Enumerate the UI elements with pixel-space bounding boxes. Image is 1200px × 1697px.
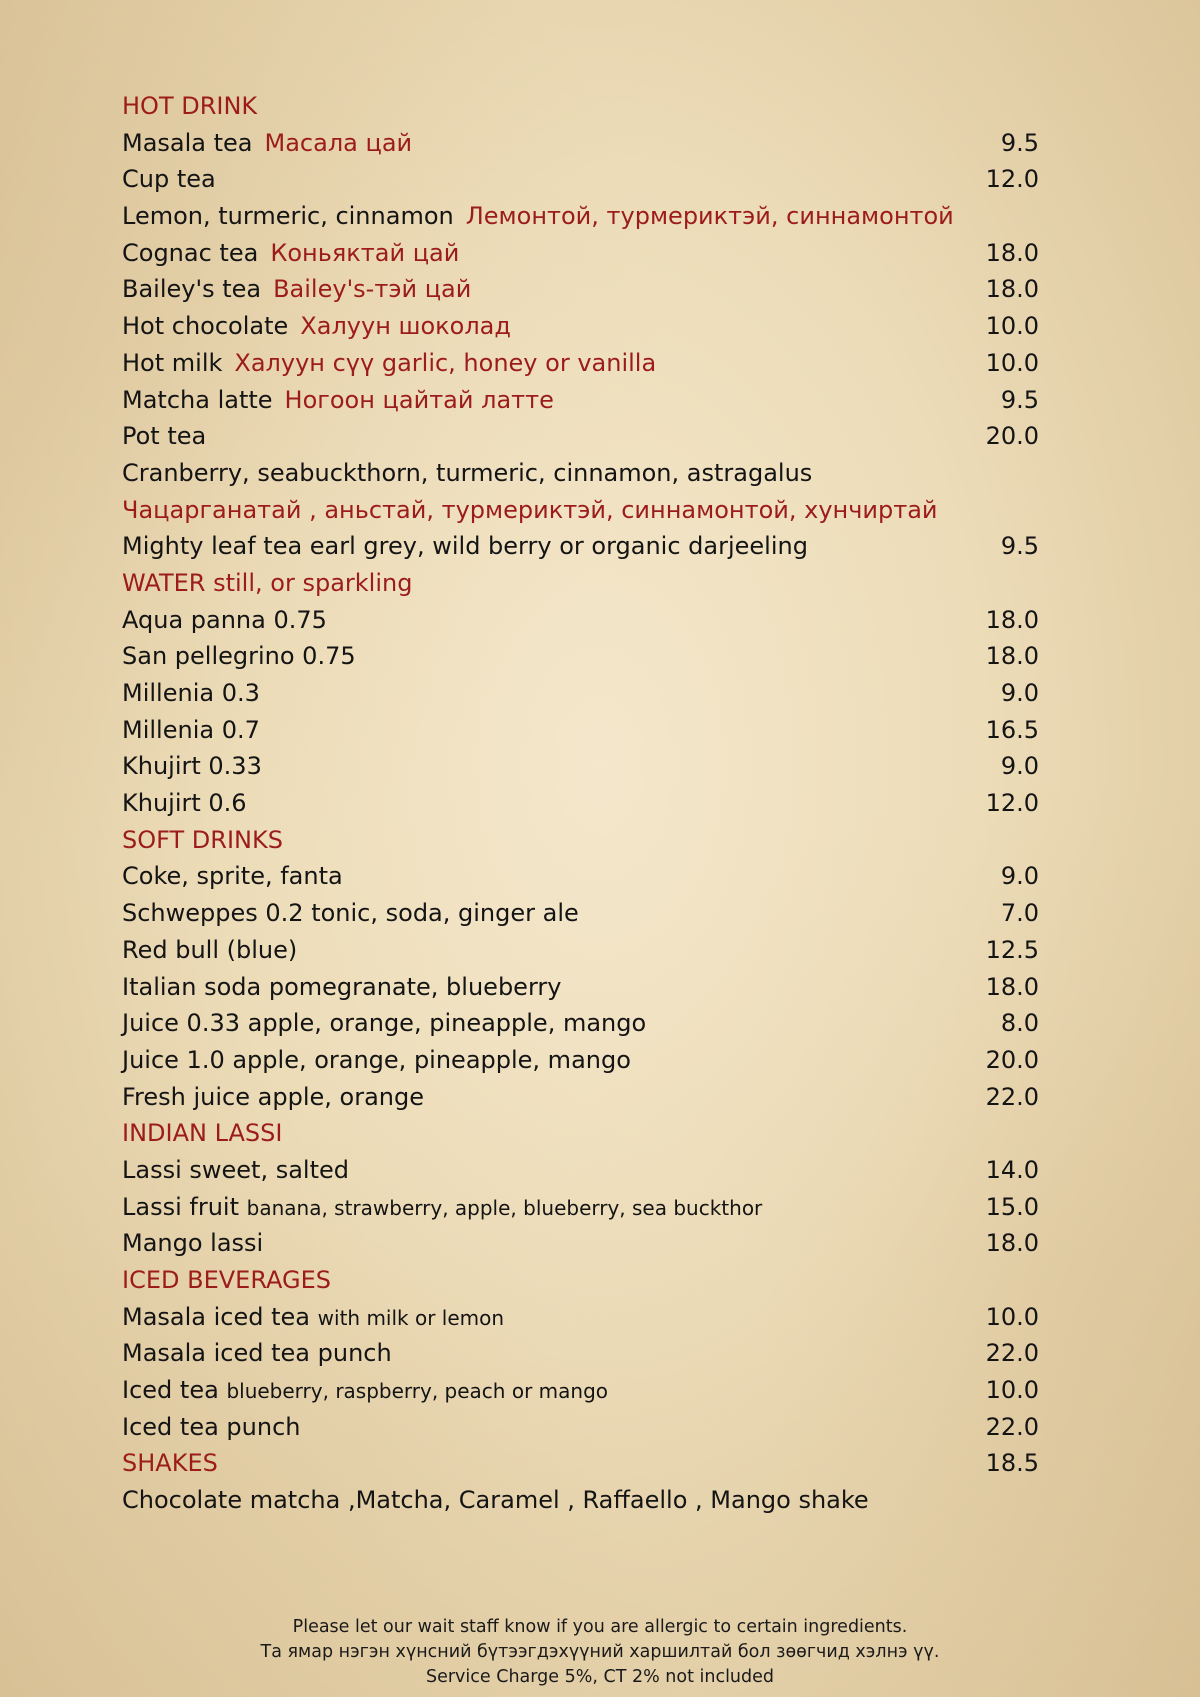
menu-item-shake-flavors (122, 1482, 1122, 1519)
section-heading-indian-lassi: INDIAN LASSI (122, 1119, 283, 1148)
menu-item-mango-lassi (122, 1225, 1122, 1262)
item-name: Fresh juice apple, orange (122, 1082, 424, 1111)
item-price: 9.0 (1000, 862, 1039, 891)
menu-item (122, 932, 1122, 969)
item-price: 22.0 (985, 1412, 1039, 1441)
item-price: 18.5 (985, 1449, 1039, 1478)
menu-item-cognac-tea (122, 235, 1122, 272)
item-name: Millenia 0.7 (122, 715, 260, 744)
item-detail: banana, strawberry, apple, blueberry, sea buckthor (246, 1195, 763, 1220)
section-heading-soft-drinks: SOFT DRINKS (122, 825, 283, 854)
item-name: Italian soda pomegranate, blueberry (122, 972, 562, 1001)
menu-item (122, 712, 1122, 749)
item-price: 18.0 (985, 238, 1039, 267)
item-name: Lassi fruit (122, 1192, 239, 1221)
menu-item (122, 785, 1122, 822)
item-name: Pot tea (122, 422, 207, 451)
menu-item (122, 748, 1122, 785)
item-name: Mango lassi (122, 1229, 264, 1258)
item-name-mongolian: Bailey's-тэй цай (273, 275, 472, 304)
item-price: 18.0 (985, 605, 1039, 634)
item-price: 22.0 (985, 1339, 1039, 1368)
menu-item (122, 638, 1122, 675)
item-price: 18.0 (985, 642, 1039, 671)
item-name: Mighty leaf tea earl grey, wild berry or organic darjeeling (122, 532, 808, 561)
soft-drinks-list (122, 858, 1122, 1115)
item-detail: with milk or lemon (317, 1305, 505, 1330)
menu-item-iced-tea (122, 1372, 1122, 1409)
section-heading-iced-beverages: ICED BEVERAGES (122, 1266, 332, 1294)
menu-item-baileys-tea (122, 271, 1122, 308)
item-price: 10.0 (985, 348, 1039, 377)
menu-item-masala-iced-tea (122, 1299, 1122, 1336)
drinks-menu (122, 88, 1122, 1519)
item-name: Iced tea punch (122, 1412, 301, 1441)
item-name-mongolian: Масала цай (264, 128, 413, 157)
menu-item (122, 675, 1122, 712)
item-name: Matcha latte (122, 385, 273, 414)
item-price: 20.0 (985, 422, 1039, 451)
item-name: Bailey's tea (122, 275, 262, 304)
item-price: 22.0 (985, 1082, 1039, 1111)
item-price: 18.0 (985, 972, 1039, 1001)
item-price: 9.5 (1000, 385, 1039, 414)
menu-item-masala-tea (122, 125, 1122, 162)
item-name: Masala iced tea (122, 1302, 311, 1331)
item-price: 18.0 (985, 275, 1039, 304)
item-name: Coke, sprite, fanta (122, 862, 343, 891)
menu-item-hot-chocolate (122, 308, 1122, 345)
item-price: 9.0 (1000, 752, 1039, 781)
menu-item-pot-tea (122, 418, 1122, 455)
menu-item-cup-tea (122, 161, 1122, 198)
service-charge-note: Service Charge 5%, CT 2% not included (425, 1667, 775, 1687)
item-detail: blueberry, raspberry, peach or mango (226, 1379, 608, 1404)
item-price: 14.0 (985, 1155, 1039, 1184)
item-name: Aqua panna 0.75 (122, 605, 327, 634)
menu-item (122, 602, 1122, 639)
item-name-mongolian: Лемонтой, турмериктэй, синнамонтой (465, 202, 954, 231)
item-price: 12.5 (985, 935, 1039, 964)
item-name-mongolian: Ногоон цайтай латте (284, 385, 554, 414)
item-name: Hot chocolate (122, 312, 289, 341)
menu-item (122, 1042, 1122, 1079)
item-name: Masala tea (122, 128, 253, 157)
menu-item-pot-tea-options (122, 455, 1122, 492)
item-name: Cranberry, seabuckthorn, turmeric, cinnamon, astragalus (122, 458, 813, 487)
item-name: Juice 0.33 apple, orange, pineapple, mango (122, 1009, 647, 1038)
menu-item (122, 858, 1122, 895)
menu-item-matcha-latte (122, 382, 1122, 419)
item-name: Juice 1.0 apple, orange, pineapple, mango (122, 1045, 631, 1074)
item-price: 9.5 (1000, 128, 1039, 157)
menu-item-cup-tea-options (122, 198, 1122, 235)
item-name: Lemon, turmeric, cinnamon (122, 202, 454, 231)
item-name: Khujirt 0.33 (122, 752, 262, 781)
item-name: Red bull (blue) (122, 935, 298, 964)
menu-item-masala-iced-tea-punch (122, 1335, 1122, 1372)
menu-footer (0, 1615, 1200, 1690)
item-name-mongolian: Коньяктай цай (270, 238, 460, 267)
item-price: 9.0 (1000, 679, 1039, 707)
menu-item-hot-milk (122, 345, 1122, 382)
menu-item (122, 1079, 1122, 1116)
item-name: Lassi sweet, salted (122, 1155, 350, 1184)
item-name: Millenia 0.3 (122, 679, 260, 707)
item-name: San pellegrino 0.75 (122, 642, 356, 671)
allergy-notice-mongolian: Та ямар нэгэн хүнсний бүтээгдэхүүний харшилтай бол зөөгчид хэлнэ үү. (260, 1642, 940, 1662)
item-name-mongolian: Чацарганатай , аньстай, турмериктэй, синнамонтой, хунчиртай (122, 495, 938, 524)
item-name-mongolian: Халуун шоколад (300, 312, 511, 341)
section-heading-label: SHAKES (122, 1449, 218, 1478)
item-price: 15.0 (985, 1192, 1039, 1221)
item-price: 10.0 (985, 312, 1039, 341)
item-price: 12.0 (985, 789, 1039, 818)
item-price: 18.0 (985, 1229, 1039, 1258)
menu-item-mighty-leaf-tea (122, 528, 1122, 565)
item-name: Iced tea (122, 1376, 219, 1405)
item-price: 20.0 (985, 1045, 1039, 1074)
item-price: 8.0 (1000, 1009, 1039, 1038)
menu-item (122, 969, 1122, 1006)
section-heading-shakes (122, 1445, 1122, 1482)
section-heading-hot-drink: HOT DRINK (122, 92, 258, 120)
item-price: 10.0 (985, 1376, 1039, 1405)
menu-item-lassi-sweet (122, 1152, 1122, 1189)
item-price: 12.0 (985, 165, 1039, 194)
item-name: Cognac tea (122, 238, 259, 267)
menu-item-pot-tea-options-mongolian (122, 492, 1122, 529)
allergy-notice-english: Please let our wait staff know if you are allergic to certain ingredients. (292, 1617, 908, 1637)
water-list (122, 602, 1122, 822)
item-name-mongolian: Халуун сүү garlic, honey or vanilla (234, 348, 657, 377)
menu-item (122, 895, 1122, 932)
menu-item (122, 1005, 1122, 1042)
menu-item-lassi-fruit (122, 1189, 1122, 1226)
item-price: 16.5 (985, 715, 1039, 744)
item-name: Masala iced tea punch (122, 1339, 392, 1368)
item-price: 7.0 (1000, 899, 1039, 928)
section-heading-water: WATER still, or sparkling (122, 568, 413, 597)
item-name: Khujirt 0.6 (122, 789, 247, 818)
item-name: Cup tea (122, 165, 216, 194)
item-name: Chocolate matcha ,Matcha, Caramel , Raffaello , Mango shake (122, 1486, 869, 1515)
item-price: 9.5 (1000, 532, 1039, 561)
item-name: Schweppes 0.2 tonic, soda, ginger ale (122, 899, 579, 928)
menu-item-iced-tea-punch (122, 1409, 1122, 1446)
item-price: 10.0 (985, 1302, 1039, 1331)
item-name: Hot milk (122, 348, 223, 377)
